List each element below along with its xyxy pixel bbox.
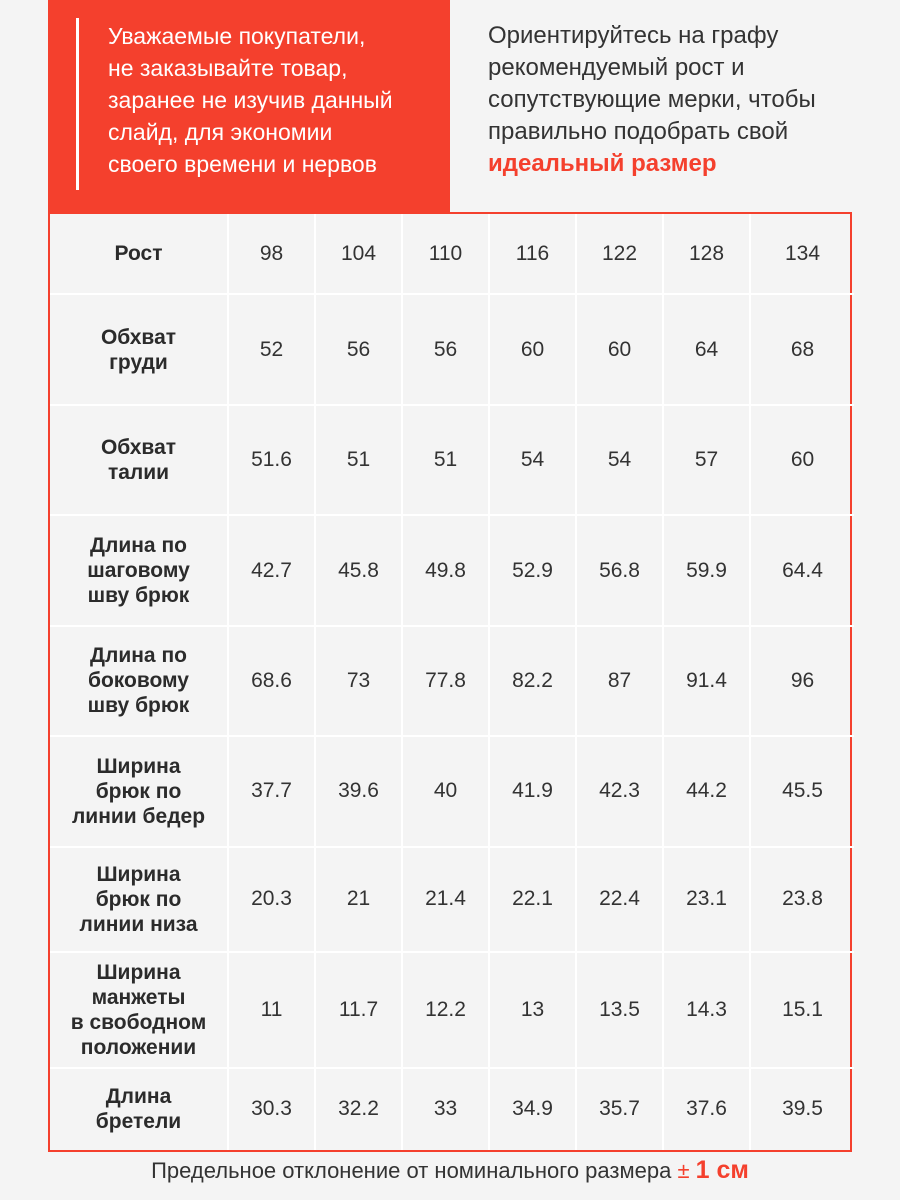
table-cell: 51.6	[228, 405, 315, 515]
table-cell: 13	[489, 952, 576, 1067]
table-cell: 77.8	[402, 626, 489, 736]
table-cell: 11	[228, 952, 315, 1067]
table-cell: 52	[228, 294, 315, 404]
table-cell: 52.9	[489, 515, 576, 625]
guide-highlight: идеальный размер	[488, 150, 717, 177]
table-cell: 57	[663, 405, 750, 515]
table-cell: 91.4	[663, 626, 750, 736]
row-label: Ширина манжеты в свободном положении	[50, 952, 228, 1067]
table-cell: 60	[750, 405, 854, 515]
table-row	[50, 1068, 854, 1150]
table-cell: 39.5	[750, 1068, 854, 1150]
table-cell: 104	[315, 214, 402, 294]
table-row	[50, 626, 854, 736]
table-cell: 23.1	[663, 847, 750, 952]
row-label: Длина по шаговому шву брюк	[50, 515, 228, 625]
table-cell: 15.1	[750, 952, 854, 1067]
tolerance-text: Предельное отклонение от номинального размера	[151, 1158, 672, 1183]
table-cell: 60	[489, 294, 576, 404]
table-cell: 23.8	[750, 847, 854, 952]
notice-text: Уважаемые покупатели, не заказывайте товар, заранее не изучив данный слайд, для экономии своего времени и нервов	[108, 23, 393, 177]
table-cell: 68	[750, 294, 854, 404]
table-cell: 64	[663, 294, 750, 404]
table-cell: 35.7	[576, 1068, 663, 1150]
table-cell: 21.4	[402, 847, 489, 952]
size-table	[50, 214, 854, 1150]
table-cell: 42.3	[576, 736, 663, 846]
table-cell: 134	[750, 214, 854, 294]
table-row	[50, 952, 854, 1067]
guide-text	[488, 20, 888, 180]
table-row	[50, 847, 854, 952]
table-cell: 37.6	[663, 1068, 750, 1150]
tolerance-note	[0, 1156, 900, 1185]
table-cell: 12.2	[402, 952, 489, 1067]
table-row	[50, 214, 854, 294]
table-cell: 68.6	[228, 626, 315, 736]
tolerance-value: 1 см	[695, 1156, 749, 1184]
row-label: Ширина брюк по линии бедер	[50, 736, 228, 846]
table-row	[50, 294, 854, 404]
table-cell: 45.8	[315, 515, 402, 625]
table-row	[50, 515, 854, 625]
table-cell: 21	[315, 847, 402, 952]
table-cell: 56.8	[576, 515, 663, 625]
table-cell: 51	[315, 405, 402, 515]
table-cell: 44.2	[663, 736, 750, 846]
table-cell: 73	[315, 626, 402, 736]
table-cell: 54	[576, 405, 663, 515]
row-label: Рост	[50, 214, 228, 294]
table-cell: 37.7	[228, 736, 315, 846]
table-cell: 54	[489, 405, 576, 515]
table-cell: 39.6	[315, 736, 402, 846]
table-cell: 64.4	[750, 515, 854, 625]
table-cell: 45.5	[750, 736, 854, 846]
row-label: Длина бретели	[50, 1068, 228, 1150]
row-label: Ширина брюк по линии низа	[50, 847, 228, 952]
table-cell: 96	[750, 626, 854, 736]
table-cell: 34.9	[489, 1068, 576, 1150]
row-label: Обхват талии	[50, 405, 228, 515]
table-cell: 98	[228, 214, 315, 294]
table-row	[50, 405, 854, 515]
plus-minus-sign: ±	[677, 1158, 690, 1183]
table-cell: 116	[489, 214, 576, 294]
table-cell: 87	[576, 626, 663, 736]
table-cell: 82.2	[489, 626, 576, 736]
table-cell: 59.9	[663, 515, 750, 625]
table-cell: 33	[402, 1068, 489, 1150]
table-cell: 13.5	[576, 952, 663, 1067]
table-cell: 110	[402, 214, 489, 294]
size-table-frame	[48, 212, 852, 1152]
guide-text-main: Ориентируйтесь на графу рекомендуемый рост и сопутствующие мерки, чтобы правильно подобрать свой	[488, 22, 816, 145]
table-cell: 56	[315, 294, 402, 404]
table-row	[50, 736, 854, 846]
table-cell: 14.3	[663, 952, 750, 1067]
table-cell: 40	[402, 736, 489, 846]
table-cell: 30.3	[228, 1068, 315, 1150]
notice-accent-bar	[76, 18, 79, 190]
table-cell: 122	[576, 214, 663, 294]
table-cell: 20.3	[228, 847, 315, 952]
row-label: Обхват груди	[50, 294, 228, 404]
table-cell: 42.7	[228, 515, 315, 625]
table-cell: 22.4	[576, 847, 663, 952]
table-cell: 49.8	[402, 515, 489, 625]
table-cell: 32.2	[315, 1068, 402, 1150]
table-cell: 41.9	[489, 736, 576, 846]
table-cell: 51	[402, 405, 489, 515]
row-label: Длина по боковому шву брюк	[50, 626, 228, 736]
table-cell: 60	[576, 294, 663, 404]
table-cell: 56	[402, 294, 489, 404]
table-cell: 22.1	[489, 847, 576, 952]
table-cell: 11.7	[315, 952, 402, 1067]
table-cell: 128	[663, 214, 750, 294]
